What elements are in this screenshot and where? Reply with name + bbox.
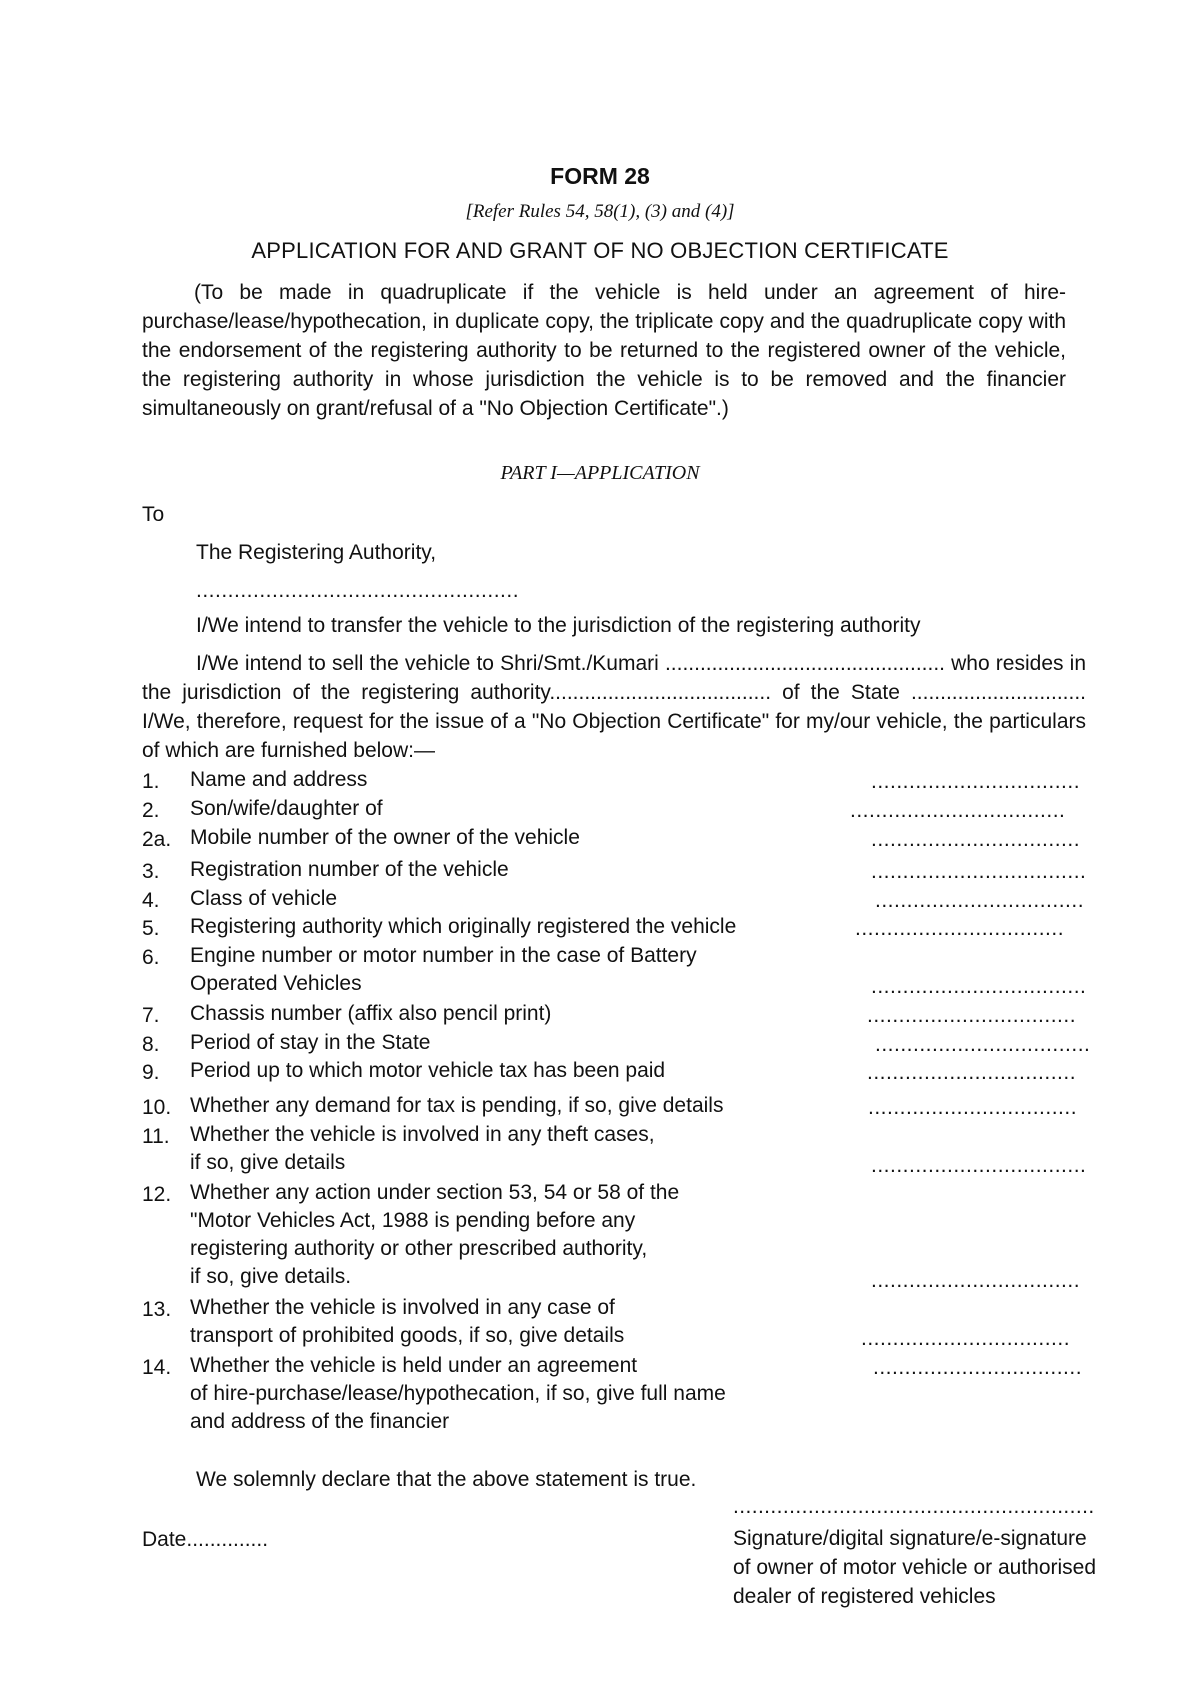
item-answer-field[interactable]: ................................. xyxy=(871,828,1081,851)
item-number: 2a. xyxy=(142,828,172,851)
item-label: Registering authority which originally registered the vehicle xyxy=(190,915,737,938)
form-title: FORM 28 xyxy=(550,163,650,189)
item-label: Whether the vehicle is involved in any case of transport of prohibited goods, if so, give details xyxy=(190,1296,625,1347)
transfer-statement: I/We intend to transfer the vehicle to the jurisdiction of the registering authority xyxy=(196,614,921,637)
item-answer-field[interactable]: ................................. xyxy=(871,1269,1081,1292)
sale-statement: I/We intend to sell the vehicle to Shri/Smt./Kumari ................................................ who resides in the jurisdiction of the registering authority...................................... of the State .............................. I/We, therefore, request for the issue of a "No Objection Certificate" for my/our vehicle, the particulars of which are furnished below:— xyxy=(142,652,1086,762)
item-label: Whether the vehicle is held under an agreement of hire-purchase/lease/hypothecation, if so, give full name and address of the financier xyxy=(190,1354,726,1433)
form-instructions: (To be made in quadruplicate if the vehicle is held under an agreement of hire-purchase/lease/hypothecation, in duplicate copy, the triplicate copy and the quadruplicate copy with the endorsement of the registering authority to be returned to the registered owner of the vehicle, the registering authority in whose jurisdiction the vehicle is to be removed and the financier simultaneously on grant/refusal of a "No Objection Certificate".) xyxy=(142,281,1066,420)
item-number: 13. xyxy=(142,1298,172,1321)
item-label: Period up to which motor vehicle tax has been paid xyxy=(190,1059,666,1082)
item-number: 2. xyxy=(142,799,160,822)
item-answer-field[interactable]: .................................. xyxy=(875,1033,1091,1056)
item-label: Son/wife/daughter of xyxy=(190,797,383,820)
form-rules-reference: [Refer Rules 54, 58(1), (3) and (4)] xyxy=(465,201,735,222)
addressee-to: To xyxy=(142,503,165,526)
item-label: Registration number of the vehicle xyxy=(190,858,509,881)
item-answer-field[interactable]: ................................. xyxy=(867,1004,1077,1027)
item-answer-field[interactable]: .................................. xyxy=(871,975,1087,998)
item-label: Class of vehicle xyxy=(190,887,338,910)
item-answer-field[interactable]: ................................. xyxy=(867,1061,1077,1084)
item-label: Whether the vehicle is involved in any theft cases, if so, give details xyxy=(190,1123,655,1174)
addressee-authority: The Registering Authority, xyxy=(196,541,437,564)
declaration-text: We solemnly declare that the above statement is true. xyxy=(196,1468,697,1491)
item-number: 12. xyxy=(142,1183,172,1206)
signature-label-line: dealer of registered vehicles xyxy=(733,1585,996,1608)
item-number: 3. xyxy=(142,860,160,883)
form-heading: APPLICATION FOR AND GRANT OF NO OBJECTION CERTIFICATE xyxy=(251,238,949,263)
part-title: PART I—APPLICATION xyxy=(500,462,700,484)
item-answer-field[interactable]: .................................. xyxy=(871,860,1087,883)
item-label: Whether any action under section 53, 54 or 58 of the "Motor Vehicles Act, 1988 is pending before any registering authority or other prescribed authority, if so, give details. xyxy=(190,1181,680,1288)
item-answer-field[interactable]: .................................. xyxy=(871,1154,1087,1177)
signature-line[interactable]: .......................................................... xyxy=(733,1495,1095,1518)
item-answer-field[interactable]: ................................. xyxy=(875,889,1085,912)
signature-label xyxy=(733,1524,1096,1611)
item-number: 14. xyxy=(142,1356,172,1379)
item-label: Chassis number (affix also pencil print) xyxy=(190,1002,552,1025)
item-number: 1. xyxy=(142,770,160,793)
item-answer-field[interactable]: ................................. xyxy=(855,917,1065,940)
signature-label-line: of owner of motor vehicle or authorised xyxy=(733,1556,1097,1579)
item-number: 7. xyxy=(142,1004,160,1027)
signature-label-line: Signature/digital signature/e-signature xyxy=(733,1527,1087,1550)
item-label: Period of stay in the State xyxy=(190,1031,431,1054)
item-number: 5. xyxy=(142,917,160,940)
date-field[interactable]: Date.............. xyxy=(142,1528,269,1551)
item-number: 9. xyxy=(142,1061,160,1084)
item-number: 6. xyxy=(142,946,160,969)
item-answer-field[interactable]: .................................. xyxy=(850,799,1066,822)
addressee-blank-field[interactable]: ................................................... xyxy=(196,579,520,602)
item-label: Mobile number of the owner of the vehicle xyxy=(190,826,580,849)
item-number: 10. xyxy=(142,1096,172,1119)
item-label: Name and address xyxy=(190,768,368,791)
item-answer-field[interactable]: ................................. xyxy=(868,1096,1078,1119)
item-answer-field[interactable]: ................................. xyxy=(873,1356,1083,1379)
item-label: Whether any demand for tax is pending, if so, give details xyxy=(190,1094,724,1117)
item-answer-field[interactable]: ................................. xyxy=(861,1327,1071,1350)
item-number: 11. xyxy=(142,1125,170,1148)
item-label: Engine number or motor number in the case of Battery Operated Vehicles xyxy=(190,944,697,995)
item-answer-field[interactable]: ................................. xyxy=(871,770,1081,793)
item-number: 4. xyxy=(142,889,160,912)
item-number: 8. xyxy=(142,1033,160,1056)
